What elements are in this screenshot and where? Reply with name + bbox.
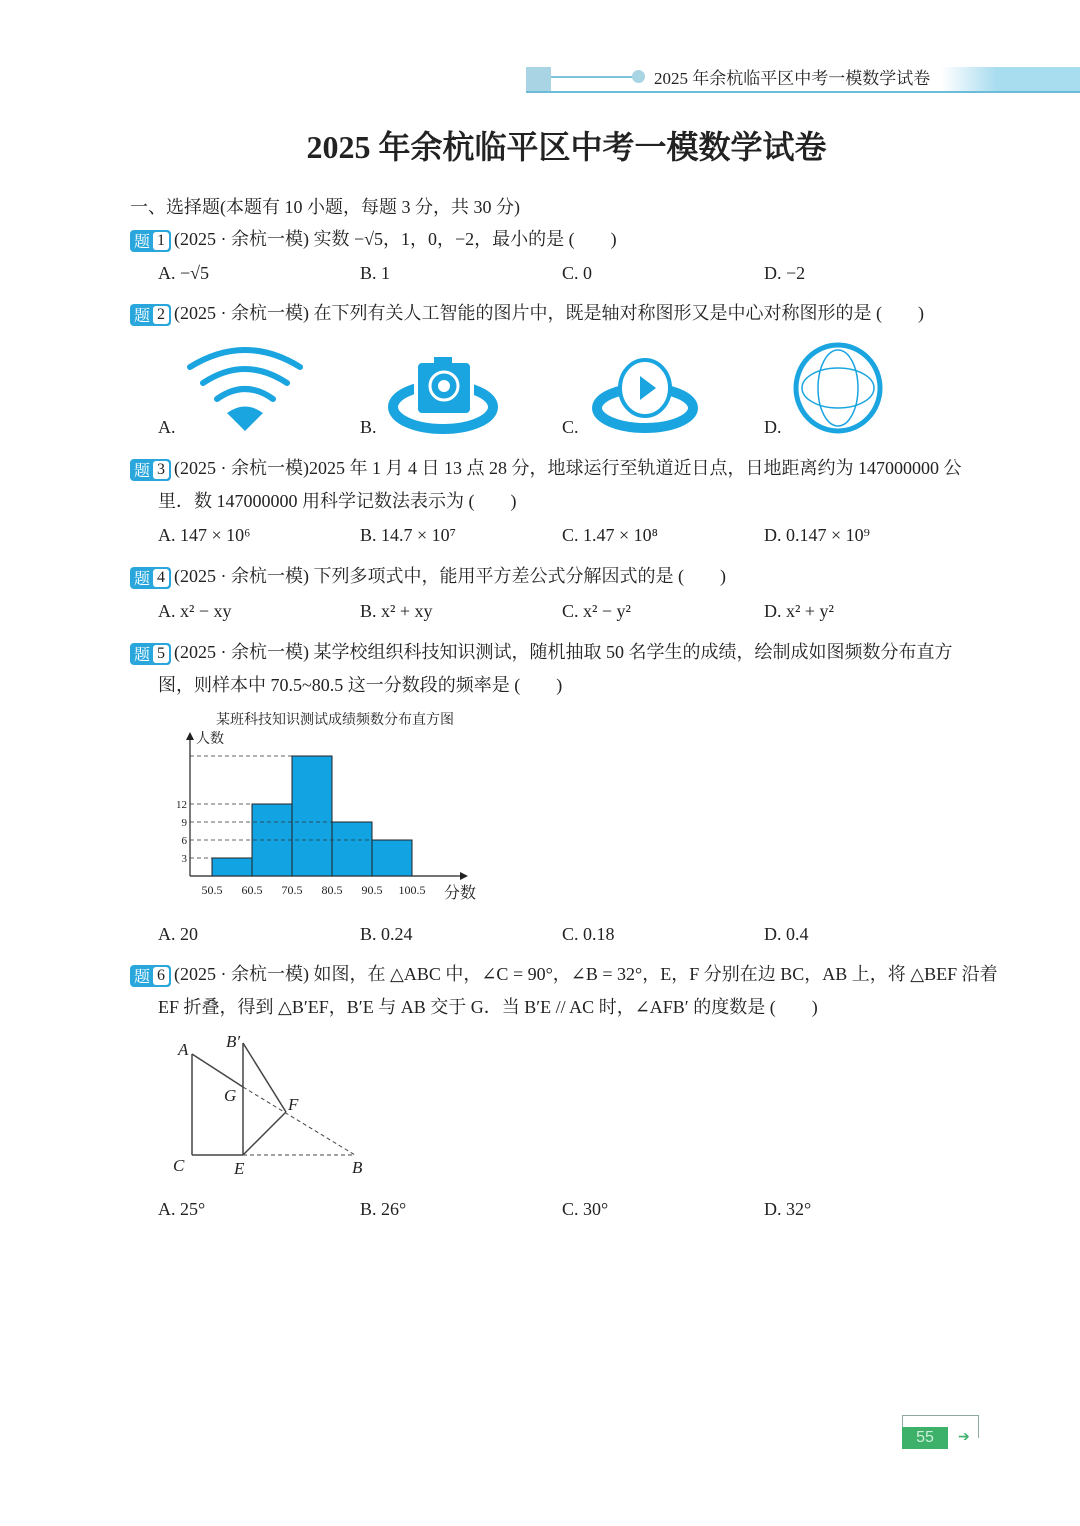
label-b-prime: B′ xyxy=(226,1032,241,1051)
question-text-cont: 里．数 147000000 用科学记数法表示为 ( ) xyxy=(158,491,517,511)
question-number: 2 xyxy=(153,306,169,324)
section-heading: 一、选择题(本题有 10 小题，每题 3 分，共 30 分) xyxy=(130,197,520,217)
question-number: 1 xyxy=(153,232,169,250)
question-text: (2025 · 余杭一模) 实数 −√5，1，0，−2，最小的是 ( ) xyxy=(174,229,617,249)
wifi-icon xyxy=(185,345,305,435)
option-c: C. 0 xyxy=(562,263,593,283)
x-axis-arrow xyxy=(460,872,468,880)
option-d: D. −2 xyxy=(764,263,806,283)
question-text-cont: EF 折叠，得到 △B′EF，B′E 与 AB 交于 G．当 B′E // AC 时，∠AFB′ 的度数是 ( ) xyxy=(158,997,818,1017)
label-f: F xyxy=(288,1095,299,1114)
question-tag xyxy=(130,459,171,481)
play-icon xyxy=(590,358,700,434)
option-d: D. 32° xyxy=(764,1199,812,1219)
label-c: C xyxy=(173,1156,185,1175)
question-2 xyxy=(130,299,924,326)
tag-label: 题 xyxy=(134,308,151,326)
question-4 xyxy=(130,562,726,589)
question-text: (2025 · 余杭一模) 下列多项式中，能用平方差公式分解因式的是 ( ) xyxy=(174,566,726,586)
question-text-cont: 图，则样本中 70.5~80.5 这一分数段的频率是 ( ) xyxy=(158,675,563,695)
option-a: A. 20 xyxy=(158,924,198,944)
tag-label: 题 xyxy=(134,463,151,481)
chart-title: 某班科技知识测试成绩频数分布直方图 xyxy=(216,713,454,728)
segment-ef xyxy=(243,1112,286,1155)
tag-label: 题 xyxy=(134,234,151,252)
question-text: (2025 · 余杭一模) 某学校组织科技知识测试，随机抽取 50 名学生的成绩，绘制成如图频数分布直方 xyxy=(174,642,953,662)
histogram-bar xyxy=(292,756,332,876)
x-tick-label: 70.5 xyxy=(281,883,303,897)
question-6 xyxy=(130,960,998,987)
header-square xyxy=(526,67,551,91)
x-tick-label: 90.5 xyxy=(361,883,383,897)
y-axis-label: 人数 xyxy=(196,732,224,747)
histogram-bar xyxy=(372,840,412,876)
x-tick-label: 50.5 xyxy=(201,883,223,897)
option-b: B. x² + xy xyxy=(360,601,433,621)
question-text: (2025 · 余杭一模)2025 年 1 月 4 日 13 点 28 分，地球运行至轨道近日点，日地距离约为 147000000 公 xyxy=(174,458,962,478)
label-e: E xyxy=(234,1159,245,1178)
globe-icon xyxy=(792,342,886,436)
x-tick-label: 80.5 xyxy=(321,883,343,897)
question-tag xyxy=(130,643,171,665)
plug-icon: ➔ xyxy=(958,1430,970,1445)
question-1 xyxy=(130,225,617,252)
option-c: C. 1.47 × 10⁸ xyxy=(562,525,658,545)
triangle-figure xyxy=(160,1025,380,1185)
camera-icon xyxy=(388,355,498,435)
x-tick-label: 60.5 xyxy=(241,883,263,897)
y-tick-label: 12 xyxy=(176,799,187,811)
histogram-bar xyxy=(252,804,292,876)
option-b: B. xyxy=(360,417,377,437)
option-d: D. 0.4 xyxy=(764,924,809,944)
tag-label: 题 xyxy=(134,647,151,665)
segment-gb-dashed xyxy=(243,1087,355,1155)
header-line xyxy=(551,76,636,78)
segment-ag xyxy=(192,1054,243,1087)
option-d: D. xyxy=(764,417,782,437)
question-tag xyxy=(130,567,171,589)
option-c: C. 0.18 xyxy=(562,924,615,944)
header-dot xyxy=(632,70,645,83)
histogram-bar xyxy=(212,858,252,876)
option-a: A. x² − xy xyxy=(158,601,232,621)
question-5 xyxy=(130,638,953,665)
option-d: D. 0.147 × 10⁹ xyxy=(764,525,870,545)
question-number: 6 xyxy=(153,967,169,985)
option-b: B. 26° xyxy=(360,1199,407,1219)
y-tick-label: 6 xyxy=(181,835,187,847)
histogram-chart xyxy=(160,700,500,910)
question-number: 4 xyxy=(153,569,169,587)
tag-label: 题 xyxy=(134,969,151,987)
x-tick-label: 100.5 xyxy=(398,883,426,897)
question-number: 3 xyxy=(153,461,169,479)
option-a: A. 25° xyxy=(158,1199,206,1219)
segment-bpf xyxy=(243,1043,286,1112)
option-b: B. 14.7 × 10⁷ xyxy=(360,525,456,545)
question-3 xyxy=(130,454,962,481)
question-text: (2025 · 余杭一模) 如图，在 △ABC 中，∠C = 90°，∠B = 32°，E，F 分别在边 BC，AB 上，将 △BEF 沿着 xyxy=(174,964,998,984)
x-axis-label: 分数 xyxy=(444,885,477,902)
question-tag xyxy=(130,965,171,987)
question-text: (2025 · 余杭一模) 在下列有关人工智能的图片中，既是轴对称图形又是中心对称图形的是 ( ) xyxy=(174,303,924,323)
label-a: A xyxy=(178,1040,189,1059)
tag-label: 题 xyxy=(134,571,151,589)
page-number: 55 xyxy=(902,1427,948,1449)
question-tag xyxy=(130,230,171,252)
running-title: 2025 年余杭临平区中考一模数学试卷 xyxy=(654,69,931,88)
question-tag xyxy=(130,304,171,326)
header-rule xyxy=(526,91,1080,93)
y-tick-label: 9 xyxy=(181,817,187,829)
option-c: C. xyxy=(562,417,579,437)
option-a: A. 147 × 10⁶ xyxy=(158,525,251,545)
option-d: D. x² + y² xyxy=(764,601,834,621)
label-b: B xyxy=(352,1158,363,1177)
option-a: A. xyxy=(158,417,176,437)
option-c: C. x² − y² xyxy=(562,601,631,621)
option-a: A. −√5 xyxy=(158,263,210,283)
label-g: G xyxy=(224,1086,237,1105)
question-number: 5 xyxy=(153,645,169,663)
option-b: B. 0.24 xyxy=(360,924,413,944)
option-b: B. 1 xyxy=(360,263,391,283)
y-axis-arrow xyxy=(186,732,194,740)
histogram-bar xyxy=(332,822,372,876)
y-tick-label: 3 xyxy=(181,853,187,865)
option-c: C. 30° xyxy=(562,1199,609,1219)
page-title: 2025 年余杭临平区中考一模数学试卷 xyxy=(306,129,827,165)
